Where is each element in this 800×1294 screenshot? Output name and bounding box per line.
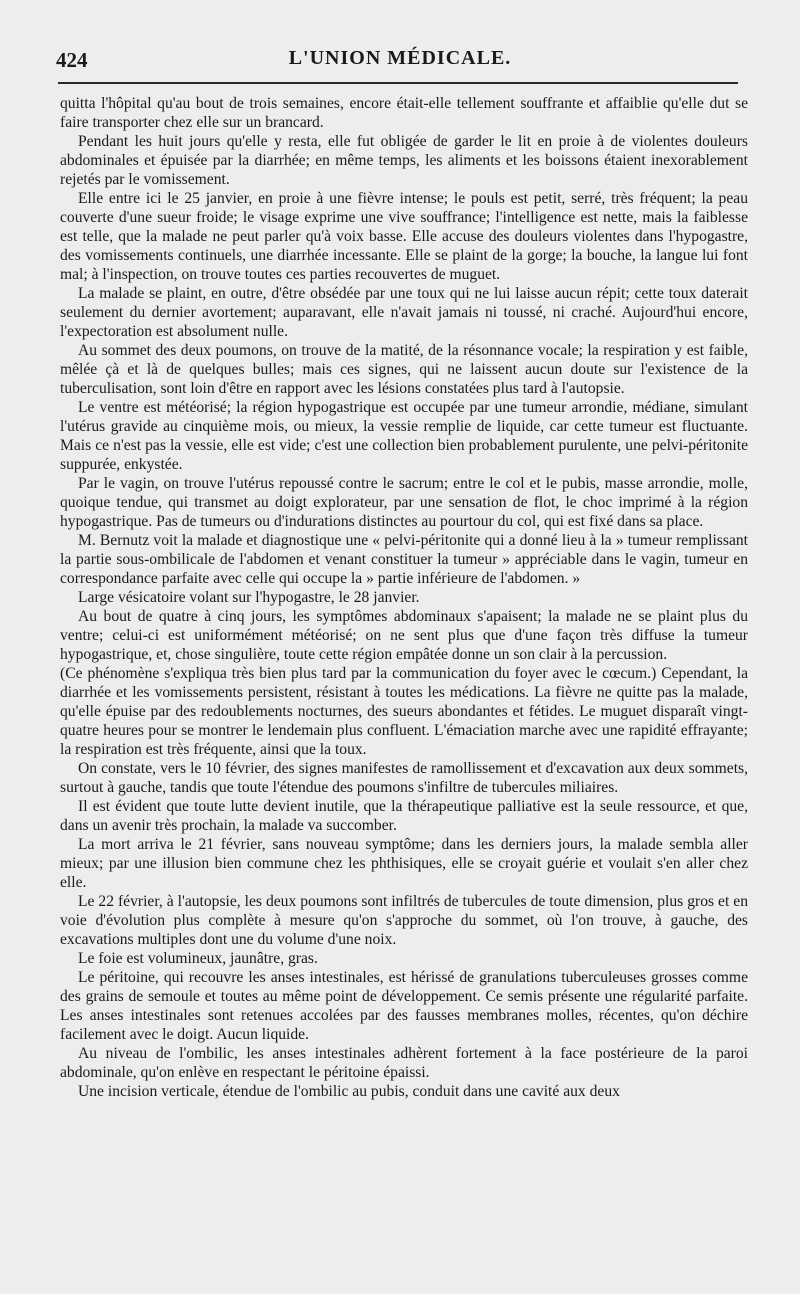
paragraph: Au niveau de l'ombilic, les anses intestinales adhèrent fortement à la face postérieure de la paroi abdominale, qu'on enlève en respectant le péritoine épaissi. — [60, 1045, 748, 1081]
paragraph: M. Bernutz voit la malade et diagnostique une « pelvi-péritonite qui a donné lieu à la » tumeur remplissant la partie sous-ombilicale de l'abdomen et venant constituer la tumeur » appréciable dans le vagin, tumeur en correspondance parfaite avec celle qui occupe la » partie inférieure de l'abdomen. » — [60, 532, 748, 587]
paragraph: Le 22 février, à l'autopsie, les deux poumons sont infiltrés de tubercules de toute dimension, plus gros et en voie d'évolution plus complète à mesure qu'on s'approche du sommet, où l'on trouve, à gauche, des excavations multiples dont une du volume d'une noix. — [60, 893, 748, 948]
body-text — [60, 94, 748, 1101]
paragraph: Le foie est volumineux, jaunâtre, gras. — [78, 950, 318, 967]
paragraph: Pendant les huit jours qu'elle y resta, elle fut obligée de garder le lit en proie à de violentes douleurs abdominales et épuisée par la diarrhée; en même temps, les aliments et les boissons étaient inexorablement rejetés par le vomissement. — [60, 133, 748, 188]
paragraph: Au bout de quatre à cinq jours, les symptômes abdominaux s'apaisent; la malade ne se plaint plus du ventre; celui-ci est uniformément météorisé; on ne sent plus que d'une façon très diffuse la tumeur hypogastrique, et, chose singulière, toute cette région empâtée donne un son clair à la percussion. — [60, 608, 748, 663]
paragraph: Elle entre ici le 25 janvier, en proie à une fièvre intense; le pouls est petit, serré, très fréquent; la peau couverte d'une sueur froide; le visage exprime une vive souffrance; l'intelligence est nette, mais la faiblesse est telle, que la malade ne peut parler qu'à voix basse. Elle accuse des douleurs violentes dans l'hypogastre, des vomissements continuels, une diarrhée incessante. Elle se plaint de la gorge; la bouche, la langue lui font mal; à l'inspection, on trouve toutes ces parties recouvertes de muguet. — [60, 190, 748, 283]
paragraph: (Ce phénomène s'expliqua très bien plus tard par la communication du foyer avec le cœcum.) Cependant, la diarrhée et les vomissements persistent, résistant à toutes les médications. La fièvre ne quitte pas la malade, qu'elle épuise par des redoublements nocturnes, des sueurs abondantes et fétides. Le muguet disparaît vingt-quatre heures pour se montrer le lendemain plus confluent. L'émaciation marche avec une rapidité effrayante; la respiration est très fréquente, ainsi que la toux. — [60, 665, 748, 758]
page-header — [0, 42, 800, 82]
paragraph: La malade se plaint, en outre, d'être obsédée par une toux qui ne lui laisse aucun répit; cette toux daterait seulement du dernier avortement; auparavant, elle n'avait jamais ni toussé, ni craché. Aujourd'hui encore, l'expectoration est absolument nulle. — [60, 285, 748, 340]
paragraph: Le péritoine, qui recouvre les anses intestinales, est hérissé de granulations tuberculeuses grosses comme des grains de semoule et toutes au même point de développement. Ce semis présente une régularité parfaite. Les anses intestinales sont retenues accolées par des fausses membranes molles, récentes, qu'on déchire facilement avec le doigt. Aucun liquide. — [60, 969, 748, 1043]
paragraph: Il est évident que toute lutte devient inutile, que la thérapeutique palliative est la seule ressource, et que, dans un avenir très prochain, la malade va succomber. — [60, 798, 748, 834]
paragraph: Une incision verticale, étendue de l'ombilic au pubis, conduit dans une cavité aux deux — [78, 1083, 620, 1100]
paragraph: Large vésicatoire volant sur l'hypogastre, le 28 janvier. — [78, 589, 420, 606]
page-number: 424 — [56, 48, 88, 72]
paragraph: On constate, vers le 10 février, des signes manifestes de ramollissement et d'excavation aux deux sommets, surtout à gauche, tandis que toute l'étendue des poumons s'infiltre de tubercules miliaires. — [60, 760, 748, 796]
running-head: L'UNION MÉDICALE. — [288, 47, 512, 69]
paragraph: La mort arriva le 21 février, sans nouveau symptôme; dans les derniers jours, la malade sembla aller mieux; par une illusion bien commune chez les phthisiques, elle se croyait guérie et voulait s'en aller chez elle. — [60, 836, 748, 891]
paragraph: Par le vagin, on trouve l'utérus repoussé contre le sacrum; entre le col et le pubis, masse arrondie, molle, quoique tendue, qui transmet au doigt explorateur, par une sensation de flot, le choc imprimé à la région hypogastrique. Pas de tumeurs ou d'indurations distinctes au pourtour du col, qui est fixé dans sa place. — [60, 475, 748, 530]
paragraph: Au sommet des deux poumons, on trouve de la matité, de la résonnance vocale; la respiration y est faible, mêlée çà et là de quelques bulles; mais ces signes, qui ne laissent aucun doute sur l'existence de la tuberculisation, sont loin d'être en rapport avec les lésions constatées plus tard à l'autopsie. — [60, 342, 748, 397]
paragraph: Le ventre est météorisé; la région hypogastrique est occupée par une tumeur arrondie, médiane, simulant l'utérus gravide au cinquième mois, ou mieux, la vessie remplie de liquide, car cette tumeur est fluctuante. Mais ce n'est pas la vessie, elle est vide; c'est une collection bien probablement purulente, une pelvi-péritonite suppurée, enkystée. — [60, 399, 748, 473]
header-rule — [58, 82, 738, 84]
paragraph: quitta l'hôpital qu'au bout de trois semaines, encore était-elle tellement souffrante et affaiblie qu'elle dut se faire transporter chez elle sur un brancard. — [60, 95, 748, 131]
